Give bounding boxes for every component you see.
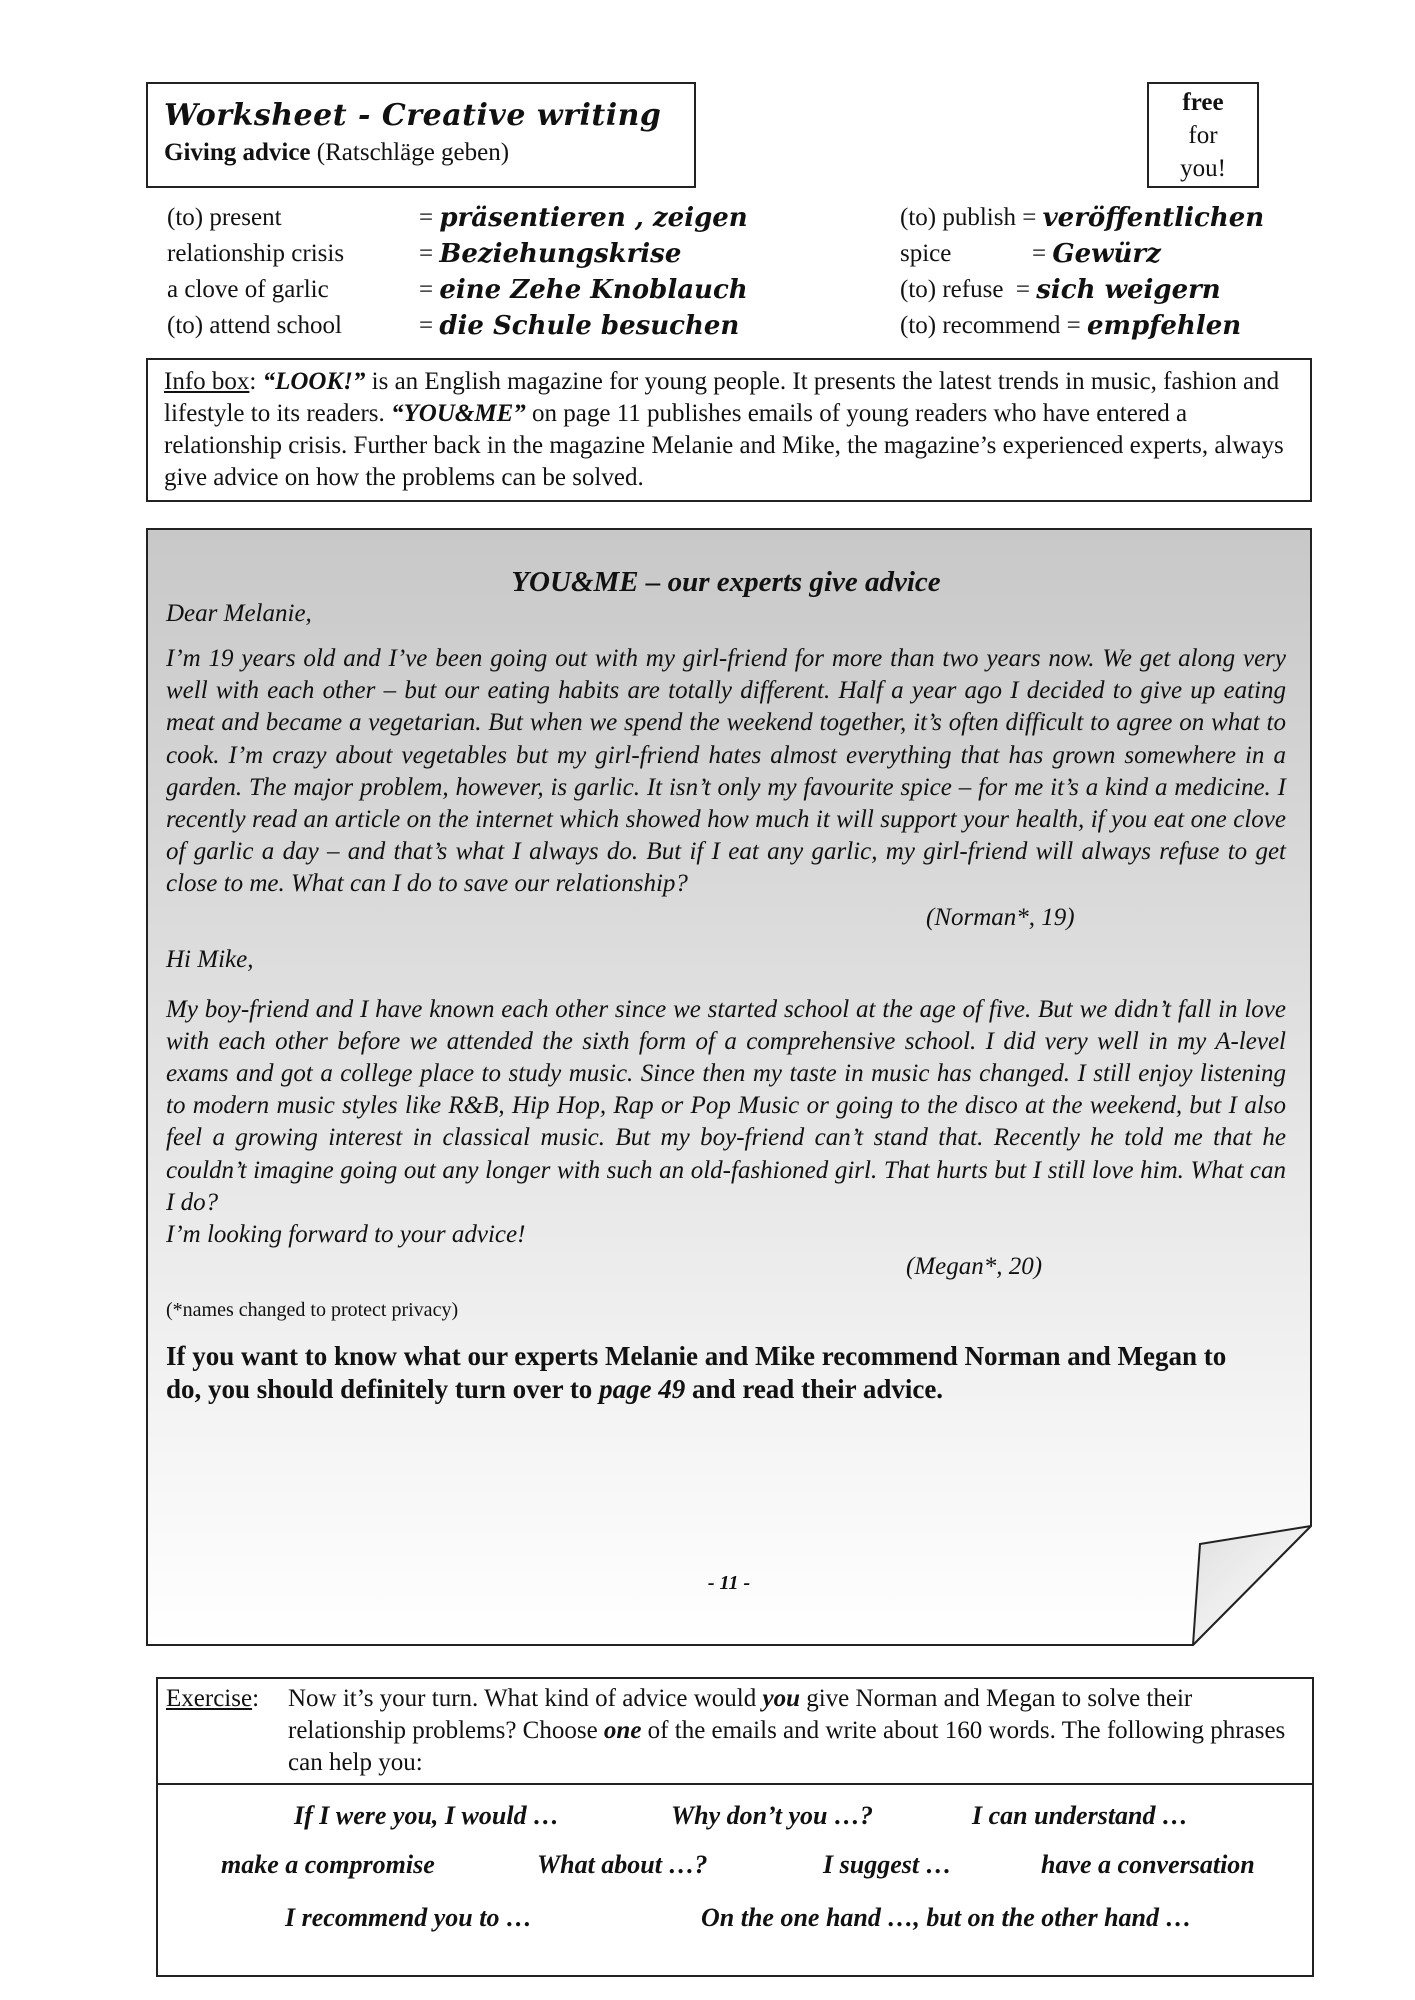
letter1-signature: (Norman*, 19) [926, 903, 1075, 931]
phrase: have a conversation [1041, 1850, 1255, 1879]
vocab-de: Beziehungskrise [439, 239, 682, 269]
worksheet-title: Worksheet - Creative writing [164, 98, 662, 133]
exercise-box [156, 1677, 1314, 1977]
exercise-emphasis-one: one [603, 1717, 642, 1744]
exercise-instructions [158, 1679, 1312, 1785]
phrase: What about …? [537, 1850, 708, 1879]
vocab-de: eine Zehe Knoblauch [439, 275, 748, 305]
magazine-page [146, 528, 1312, 1646]
worksheet-title-box [146, 82, 696, 188]
magazine-headline: YOU&ME – our experts give advice [511, 566, 941, 598]
section-name: “YOU&ME” [391, 400, 526, 427]
vocab-de: Gewürz [1052, 239, 1161, 269]
letter1-body: I’m 19 years old and I’ve been going out with my girl-friend for more than two years now. We get along very well with each other – but our eating habits are totally different. Half a year ago I decided to give up eating meat and became a vegetarian. But when we spend the weekend together, it’s often difficult to agree on what to cook. I’m crazy about vegetables but my girl-friend hates almost everything that has grown somewhere in a garden. The major problem, however, is garlic. It isn’t only my favourite spice – for me it’s a kind a medicine. I recently read an article on the internet which showed how much it will support your health, if you eat one clove of garlic a day – and that’s what I always do. But if I eat any garlic, my girl-friend will always refuse to get close to me. What can I do to save our relationship? [166, 645, 1286, 898]
letter1-salutation: Dear Melanie, [166, 600, 312, 627]
vocab-en: spice [900, 240, 952, 267]
exercise-text-2: give Norman and Megan to solve their relationship problems? Choose [288, 1685, 1193, 1744]
free-line-3: you! [1180, 155, 1226, 182]
vocab-en: (to) publish [900, 204, 1016, 231]
info-text-1: is an English magazine for young people. It presents the latest trends in music, fashion and lifestyle to its readers. [164, 368, 1280, 427]
cta-page: page 49 [599, 1374, 686, 1405]
vocab-row: a clove of garlic = eine Zehe Knoblauch [167, 272, 748, 308]
info-text-2: on page 11 publishes emails of young readers who have entered a relationship crisis. Further back in the magazine Melanie and Mike, the magazine’s experienced experts, always give advice on how the problems can be solved. [164, 400, 1284, 491]
subtitle-rest: (Ratschläge geben) [316, 139, 510, 166]
letter2-body: My boy-friend and I have known each other since we started school at the age of five. But we didn’t fall in love with each other before we attended the sixth form of a comprehensive school. I did very well in my A-level exams and got a college place to study music. Since then my taste in music has changed. I still enjoy listening to modern music styles like R&B, Hip Hop, Rap or Pop Music or going to the disco at the weekend, but I also feel a growing interest in classical music. But my boy-friend can’t stand that. Recently he told me that he couldn’t imagine going out any longer with such an old-fashioned girl. That hurts but I still love him. What can I do? [166, 995, 1286, 1216]
vocab-row: (to) publish = veröffentlichen [900, 200, 1264, 236]
free-for-you-box [1147, 82, 1259, 188]
phrase: make a compromise [221, 1850, 435, 1879]
exercise-emphasis-you: you [762, 1685, 800, 1712]
exercise-label-cell: Exercise: [166, 1685, 260, 1712]
vocab-row: (to) attend school = die Schule besuchen [167, 308, 748, 344]
phrase: I recommend you to … [285, 1903, 532, 1932]
free-line-1: free [1182, 89, 1224, 116]
exercise-text-1: Now it’s your turn. What kind of advice would [288, 1685, 763, 1712]
magazine-content [166, 566, 1286, 1406]
letter2-signature: (Megan*, 20) [906, 1253, 1043, 1281]
page-number: - 11 - [707, 1572, 751, 1594]
subtitle-bold: Giving advice [164, 139, 311, 166]
vocab-de: sich weigern [1036, 275, 1221, 305]
vocab-en: relationship crisis [167, 240, 345, 267]
phrase: If I were you, I would … [294, 1801, 560, 1830]
vocab-de: empfehlen [1086, 311, 1242, 341]
vocab-en: (to) recommend [900, 312, 1061, 339]
vocab-en: (to) refuse [900, 276, 1004, 303]
free-line-2: for [1188, 122, 1218, 149]
vocab-list-left [167, 200, 748, 344]
vocab-en: (to) present [167, 204, 282, 231]
vocab-row: relationship crisis = Beziehungskrise [167, 236, 748, 272]
phrase: I can understand … [972, 1801, 1188, 1830]
cta-text-1: If you want to know what our experts Melanie and Mike recommend Norman and Megan to do, you should definitely turn over to [166, 1341, 1227, 1405]
phrase: Why don’t you …? [671, 1801, 873, 1830]
cta-text-2: and read their advice. [685, 1374, 944, 1405]
vocab-row: (to) present = präsentieren , zeigen [167, 200, 748, 236]
privacy-footnote: (*names changed to protect privacy) [166, 1299, 459, 1322]
letter2-closing: I’m looking forward to your advice! [166, 1221, 526, 1249]
info-box-label: Info box [164, 368, 250, 395]
vocab-de: präsentieren , zeigen [439, 203, 748, 233]
phrase: On the one hand …, but on the other hand … [701, 1903, 1192, 1932]
letter2-salutation: Hi Mike, [166, 945, 254, 973]
vocab-en: (to) attend school [167, 312, 342, 339]
vocab-row: (to) refuse = sich weigern [900, 272, 1264, 308]
info-box: Info box: “LOOK!” is an English magazine for young people. It presents the latest trends in music, fashion and lifestyle to its readers. “YOU&ME” on page 11 publishes emails of young readers who have entered a relationship crisis. Further back in the magazine Melanie and Mike, the magazine’s experienced experts, always give advice on how the problems can be solved. [146, 358, 1312, 502]
worksheet-subtitle [164, 139, 678, 167]
vocab-de: die Schule besuchen [439, 311, 740, 341]
vocab-en: a clove of garlic [167, 276, 329, 303]
vocab-row: (to) recommend = empfehlen [900, 308, 1264, 344]
exercise-text-3: of the emails and write about 160 words. The following phrases can help you: [288, 1717, 1286, 1776]
vocab-list-right [900, 200, 1264, 344]
vocab-row: spice = Gewürz [900, 236, 1264, 272]
phrase: I suggest … [823, 1850, 952, 1879]
exercise-label: Exercise [166, 1685, 253, 1712]
exercise-text [288, 1683, 1304, 1779]
turn-over-note [166, 1340, 1246, 1406]
magazine-name: “LOOK!” [262, 368, 366, 395]
vocab-de: veröffentlichen [1042, 203, 1265, 233]
